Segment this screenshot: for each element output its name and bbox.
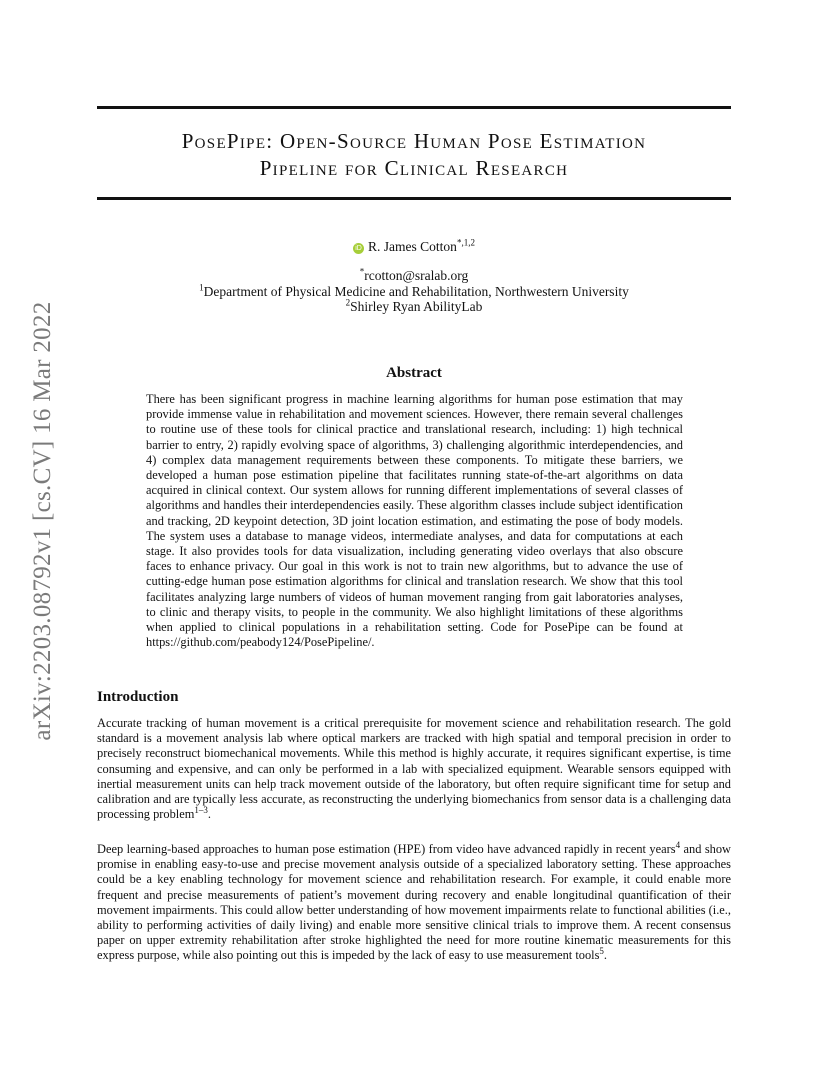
title-rule-top	[97, 106, 731, 109]
affiliation-2-marker: 2	[345, 297, 351, 308]
affiliation-2	[0, 299, 828, 315]
citation-5[interactable]: 5	[599, 946, 604, 957]
intro-p2-text-b: and show promise in enabling easy-to-use and precise movement analysis outside of a specialized laboratory setting. These approaches could be a key enabling technology for movement science and rehabilitation research. For example, it could enable more frequent and precise measurements of patient’s movement during recovery and enable longitudinal quantification of their movement impairments. This could allow better understanding of how movement impairments relate to functional abilities (i.e., ability to performing activities of daily living) and enable more sensitive clinical trials to improve them. A recent consensus paper on upper extremity rehabilitation after stroke highlighted the need for more routine kinematic measurements for this express purpose, while also pointing out this is impeded by the lack of easy to use measurement tools	[97, 842, 731, 963]
title-line-2: Pipeline for Clinical Research	[259, 156, 569, 180]
abstract-heading: Abstract	[386, 365, 442, 381]
author-line	[0, 239, 828, 255]
intro-p1-text: Accurate tracking of human movement is a critical prerequisite for movement science and rehabilitation research. The gold standard is a movement analysis lab where optical markers are tracked with high spatial and temporal precision in order to precisely reconstruct biomechanical movements. While this method is highly accurate, it requires significant expertise, is time consuming and expensive, and can only be performed in a lab with specialized equipment. Wearable sensors equipped with inertial measurement units can help track movement outside of the laboratory, but often require significant time for setup and calibration and are typically less accurate, as reconstructing the underlying biomechanics from sensor data is a challenging data processing problem	[97, 716, 731, 822]
intro-p2-end: .	[603, 948, 608, 963]
affiliation-1	[0, 284, 828, 300]
introduction-paragraph-1	[97, 716, 731, 822]
citation-1-3[interactable]: 1–3	[194, 805, 208, 816]
author-email	[0, 268, 828, 284]
introduction-paragraph-2	[97, 839, 731, 964]
orcid-icon[interactable]: iD	[353, 243, 364, 254]
intro-p1-end: .	[207, 807, 211, 822]
affiliation-2-text: Shirley Ryan AbilityLab	[350, 299, 483, 314]
arxiv-identifier: arXiv:2203.08792v1 [cs.CV] 16 Mar 2022	[29, 301, 56, 741]
citation-4[interactable]: 4	[675, 839, 681, 850]
email-marker: *	[359, 266, 365, 277]
affiliation-1-marker: 1	[199, 282, 204, 293]
author-markers: *,1,2	[456, 237, 475, 248]
author-name: R. James Cotton	[368, 239, 457, 254]
introduction-heading: Introduction	[97, 689, 179, 705]
abstract-text: There has been significant progress in machine learning algorithms for human pose estimation that may provide immense value in rehabilitation and movement sciences. However, there remain several challenges to routine use of these tools for clinical practice and translational research, including: 1) high technical barrier to entry, 2) rapidly evolving space of algorithms, 3) challenging algorithmic interdependencies, and 4) complex data management requirements between these components. To mitigate these barriers, we developed a human pose estimation pipeline that facilitates running state-of-the-art algorithms on data acquired in clinical context. Our system allows for running different implementations of several classes of algorithms and handles their interdependencies easily. These algorithm classes include subject identification and tracking, 2D keypoint detection, 3D joint location estimation, and estimating the pose of body models. The system uses a database to manage videos, intermediate analyses, and data for computations at each stage. It also provides tools for data visualization, including generating video overlays that also obscure faces to enhance privacy. Our goal in this work is not to train new algorithms, but to advance the use of cutting-edge human pose estimation algorithms for clinical and translation research. We show that this tool facilitates analyzing large numbers of videos of human movement ranging from gait laboratories analyses, to clinic and therapy visits, to people in the community. We also highlight limitations of these algorithms when applied to clinical populations in a rehabilitation setting. Code for PosePipe can be found at https://github.com/peabody124/PosePipeline/.	[146, 392, 683, 650]
affiliation-1-text: Department of Physical Medicine and Rehabilitation, Northwestern University	[203, 284, 629, 299]
title-rule-bottom	[97, 197, 731, 200]
paper-title	[97, 128, 731, 182]
intro-p2-text-a: Deep learning-based approaches to human pose estimation (HPE) from video have advanced rapidly in recent years	[97, 842, 676, 856]
email-address[interactable]: rcotton@sralab.org	[364, 268, 469, 283]
title-line-1: PosePipe: Open-Source Human Pose Estimation	[181, 129, 647, 153]
